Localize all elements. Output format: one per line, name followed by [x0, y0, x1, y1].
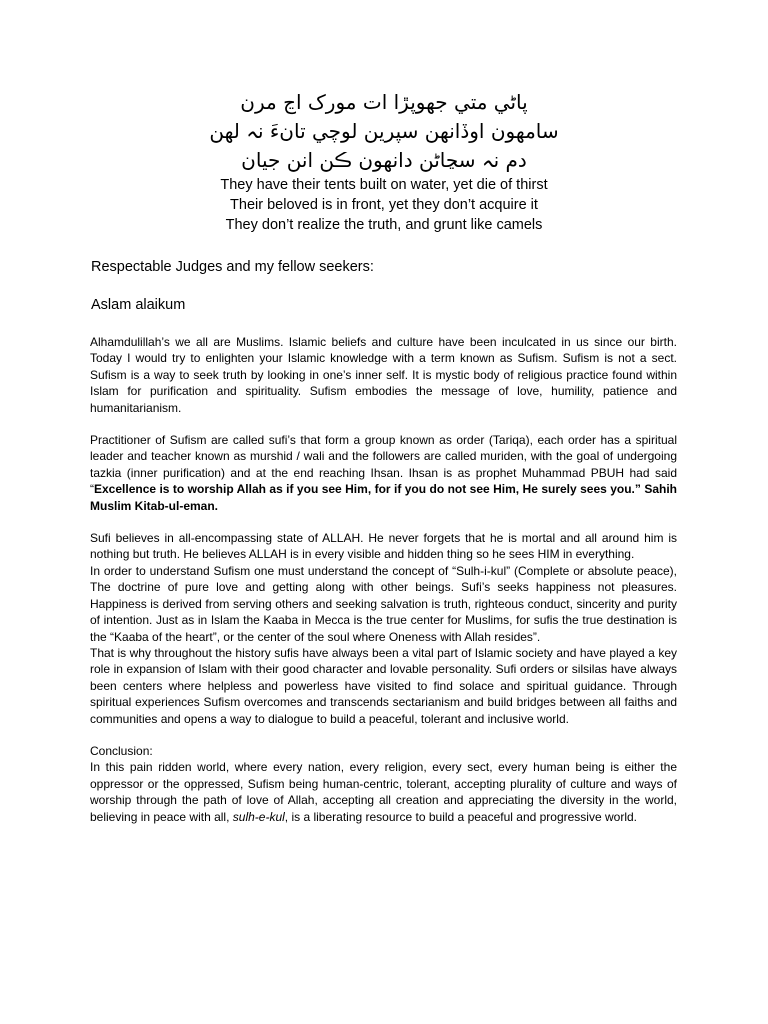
paragraph-practitioners — [90, 432, 677, 514]
paragraph-practitioners-text: Practitioner of Sufism are called sufi’s that form a group known as order (Tariqa), each order has a spiritual leader and teacher known as murshid / wali and the followers are called muriden, with the goal of undergoing tazkia (inner purification) and at the end reaching Ihsan. Ihsan is as prophet Muhammad PBUH had said “ — [90, 433, 677, 497]
paragraph-sufi-belief: Sufi believes in all-encompassing state of ALLAH. He never forgets that he is mortal and all around him is nothing but truth. He believes ALLAH is in every visible and hidden thing so he sees HIM in everything. — [90, 531, 677, 562]
hadith-quote: Excellence is to worship Allah as if you see Him, for if you do not see Him, He surely sees you.” Sahih Muslim Kitab-ul-eman. — [90, 482, 677, 513]
paragraph-history: That is why throughout the history sufis have always been a vital part of Islamic society and have played a key role in expansion of Islam with their good character and lovable personality. Sufi orders or silsilas have always been centers where helpless and powerless have visited to find solace and spiritual guidance. Through spiritual experiences Sufism overcomes and transcends sectarianism and build bridges between all faiths and communities and opens a way to dialogue to build a peaceful, tolerant and inclusive world. — [90, 645, 677, 726]
sindhi-verse-line-3: دم نہ سڃاڻن دانهون ڪن انن جيان — [241, 148, 527, 172]
poem-block — [0, 88, 768, 235]
salutation: Respectable Judges and my fellow seekers: — [91, 259, 374, 275]
greeting: Aslam alaikum — [91, 297, 186, 313]
sindhi-verse-line-1: پاڻي متي جهوپڙا ات مورک اڃ مرن — [240, 90, 528, 114]
conclusion-text-start: In this pain ridden world, where every nation, every religion, every sect, every human being is either the oppressor or the oppressed, Sufism being human-centric, tolerant, accepting plurality of culture and ways of worship through the path of love of Allah, accepting all creation and appreciating the diversity in the world, believing in peace with all, — [90, 760, 677, 824]
paragraph-intro: Alhamdulillah’s we all are Muslims. Islamic beliefs and culture have been inculcated in us since our birth. Today I would try to enlighten your Islamic knowledge with a term known as Sufism. Sufism is not a sect. Sufism is a way to seek truth by looking in one’s inner self. It is mystic body of religious practice found within Islam for purification and spirituality. Sufism embodies the message of love, humility, patience and humanitarianism. — [90, 335, 677, 415]
speech-body — [90, 334, 677, 825]
conclusion-text-end: , is a liberating resource to build a peaceful and progressive world. — [284, 809, 637, 824]
sindhi-verse-line-2: سامهون اوڏانهن سپرين لوچي تانءَ نہ لهن — [209, 119, 559, 143]
translation-line-3: They don’t realize the truth, and grunt like camels — [225, 217, 543, 233]
paragraph-sulh-i-kul: In order to understand Sufism one must understand the concept of “Sulh-i-kul” (Complete or absolute peace), The doctrine of pure love and getting along with other beings. Sufi’s seeks happiness not pleasures. Happiness is derived from serving others and seeking salvation is truth, righteous conduct, sincerity and purity of intention. Just as in Islam the Kaaba in Mecca is the true center for Muslims, for sufis the true destination is the “Kaaba of the heart”, or the center of the soul where Oneness with Allah resides”. — [90, 563, 677, 644]
paragraph-conclusion — [90, 759, 677, 825]
translation-line-2: Their beloved is in front, yet they don’t acquire it — [230, 197, 538, 213]
translation-line-1: They have their tents built on water, yet die of thirst — [220, 177, 548, 193]
conclusion-heading: Conclusion: — [90, 743, 153, 758]
conclusion-italic-term: sulh-e-kul — [232, 809, 285, 824]
